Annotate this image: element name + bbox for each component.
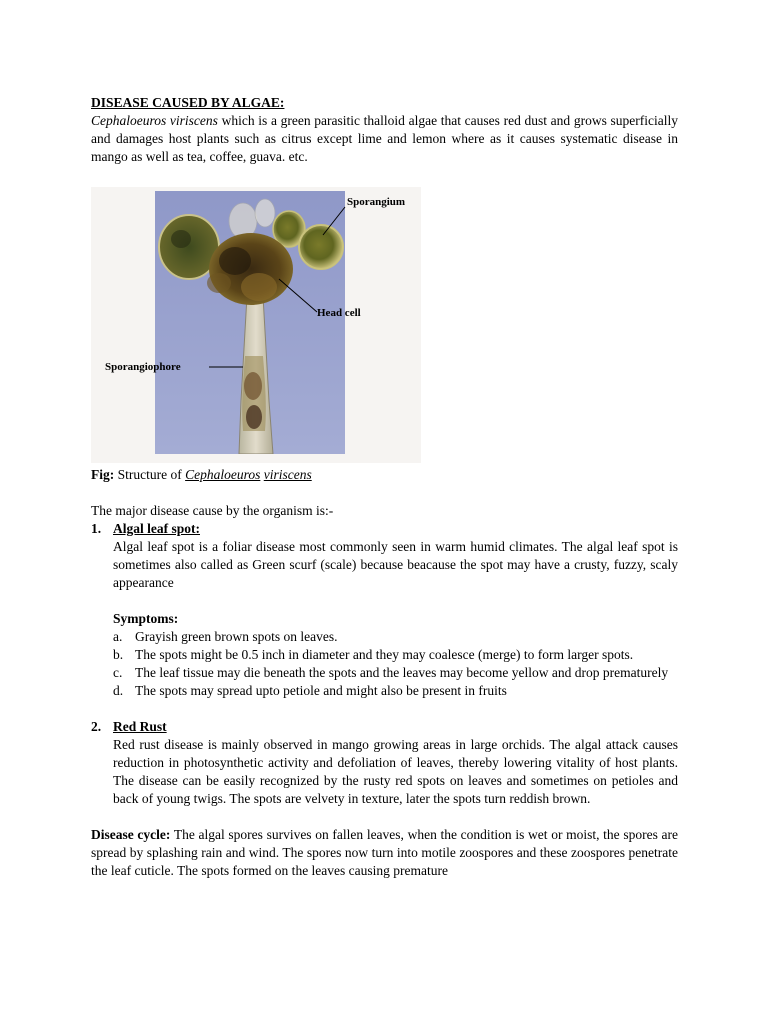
- list-marker: c.: [113, 665, 123, 680]
- section-2-body: Red rust disease is mainly observed in mango growing areas in large orchids. The algal attack causes reduction in photosynthetic activity and defoliation of leaves, thereby lowering vitality of host plants. The disease can be easily recognized by the rusty red spots on leaves and sometimes on petioles and back of young twigs. The spots are velvety in texture, later the spots turn reddish brown.: [113, 737, 678, 806]
- list-item: [113, 664, 678, 682]
- list-marker: d.: [113, 683, 124, 698]
- disease-cycle-label: Disease cycle:: [91, 827, 171, 842]
- intro-paragraph: [91, 112, 678, 166]
- list-text: The spots may spread upto petiole and might also be present in fruits: [135, 683, 507, 698]
- section-1-number: 1.: [91, 521, 102, 536]
- list-text: The spots might be 0.5 inch in diameter and they may coalesce (merge) to form larger spots.: [135, 647, 634, 662]
- figure-caption: [91, 466, 678, 484]
- list-item: [113, 682, 678, 700]
- list-text: Grayish green brown spots on leaves.: [135, 629, 338, 644]
- caption-prefix: Fig:: [91, 467, 115, 482]
- list-marker: a.: [113, 629, 123, 644]
- section-2-heading: [91, 718, 678, 736]
- list-text: The leaf tissue may die beneath the spots and the leaves may become yellow and drop prematurely: [135, 665, 669, 680]
- section-1-heading: [91, 520, 678, 538]
- section-1-title: Algal leaf spot:: [113, 521, 200, 536]
- document-page: [91, 94, 678, 880]
- disease-cycle-text: The algal spores survives on fallen leaves, when the condition is wet or moist, the spores are spread by splashing rain and wind. The spores now turn into motile zoospores and these zoospores penetrate the leaf cuticle. The spots formed on the leaves causing premature: [91, 827, 678, 878]
- caption-species: viriscens: [263, 467, 312, 482]
- page-title: DISEASE CAUSED BY ALGAE:: [91, 95, 285, 110]
- section-2-title: Red Rust: [113, 719, 167, 734]
- label-sporangiophore: Sporangiophore: [105, 361, 181, 373]
- caption-text: Structure of: [114, 467, 186, 482]
- symptoms-title: Symptoms:: [113, 611, 179, 626]
- intro-text: which is a green parasitic thalloid algae that causes red dust and grows superficially and damages host plants such as citrus except lime and lemon where as it causes systematic disease in mango as well as tea, coffee, guava. etc.: [91, 113, 679, 164]
- label-head-cell: Head cell: [317, 307, 361, 319]
- lead-sentence: The major disease cause by the organism is:-: [91, 503, 334, 518]
- caption-genus: Cephaloeuros: [185, 467, 261, 482]
- intro-species: Cephaloeuros viriscens: [91, 113, 218, 128]
- section-1-body: Algal leaf spot is a foliar disease most commonly seen in warm humid climates. The algal leaf spot is sometimes also called as Green scurf (scale) because beacause the spot may have a crusty, fuzzy, scaly appearance: [113, 539, 678, 590]
- section-2-number: 2.: [91, 719, 102, 734]
- list-marker: b.: [113, 647, 124, 662]
- micrograph-image: [155, 191, 345, 454]
- figure: [91, 187, 421, 463]
- list-item: [113, 646, 678, 664]
- label-sporangium: Sporangium: [347, 196, 406, 208]
- symptoms-list: [113, 628, 678, 700]
- disease-cycle-paragraph: [91, 826, 678, 880]
- list-item: [113, 628, 678, 646]
